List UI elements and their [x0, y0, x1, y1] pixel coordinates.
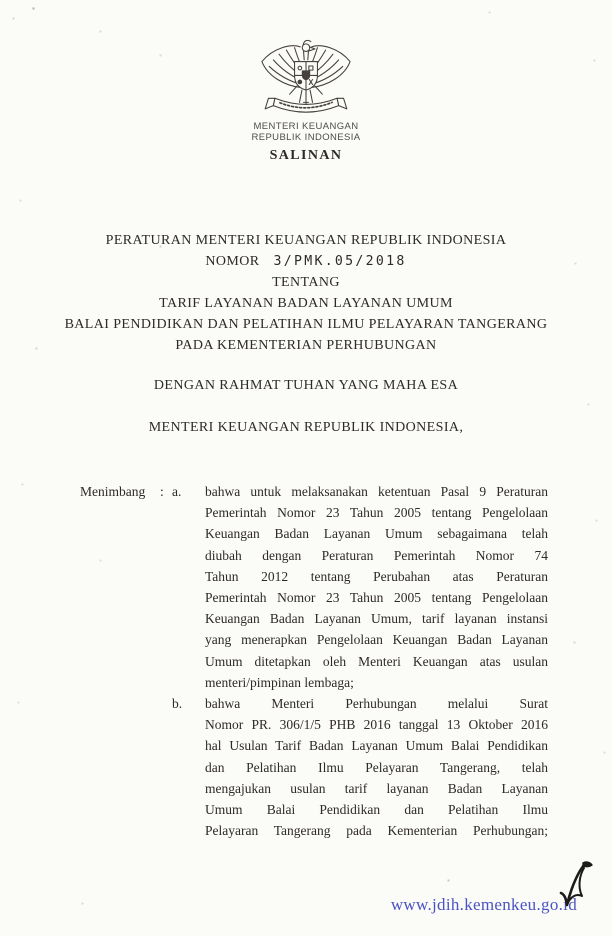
- subject-line-1: TARIF LAYANAN BADAN LAYANAN UMUM: [159, 296, 453, 311]
- regulation-title-block: [0, 230, 612, 356]
- consideration-line: Pemerintah Nomor 23 Tahun 2005 tentang Pengelolaan: [205, 590, 548, 606]
- tentang-label: TENTANG: [272, 275, 340, 290]
- authority-line: MENTERI KEUANGAN REPUBLIK INDONESIA,: [148, 420, 464, 435]
- item-text: [205, 481, 548, 693]
- subject-line-3: PADA KEMENTERIAN PERHUBUNGAN: [175, 338, 437, 353]
- consideration-line: mengajukan usulan tarif layanan Badan Layanan: [205, 780, 548, 796]
- consideration-items: [172, 481, 548, 841]
- consideration-line: Keuangan Badan Layanan Umum, tarif layanan instansi: [205, 611, 548, 627]
- consideration-line: Tahun 2012 tentang Perubahan atas Peraturan: [205, 568, 548, 584]
- considerations-section: [80, 481, 548, 841]
- consideration-item-a: [172, 481, 548, 693]
- scan-noise: [0, 0, 1, 1]
- nomor-value: 3/PMK.05/2018: [273, 254, 407, 269]
- consideration-line: Umum ditetapkan oleh Menteri Keuangan atas usulan: [205, 653, 548, 669]
- consideration-line: Pelayaran Tangerang pada Kementerian Perhubungan;: [205, 823, 548, 839]
- consideration-line: Nomor PR. 306/1/5 PHB 2016 tanggal 13 Oktober 2016: [205, 717, 548, 733]
- consideration-line: dan Pelatihan Ilmu Pelayaran Tangerang, telah: [205, 759, 548, 775]
- nomor-label: NOMOR: [205, 254, 260, 269]
- republic-name: REPUBLIK INDONESIA: [251, 132, 361, 143]
- ministry-letterhead: [0, 121, 612, 143]
- garuda-pancasila-emblem: [257, 37, 355, 122]
- ministry-name: MENTERI KEUANGAN: [253, 121, 359, 132]
- consideration-line: diubah dengan Peraturan Pemerintah Nomor 74: [205, 547, 548, 563]
- regulation-title: PERATURAN MENTERI KEUANGAN REPUBLIK INDONESIA: [105, 233, 507, 248]
- invocation-line: DENGAN RAHMAT TUHAN YANG MAHA ESA: [153, 378, 459, 393]
- menimbang-label: Menimbang: [80, 484, 146, 499]
- consideration-line: bahwa Menteri Perhubungan melalui Surat: [205, 696, 548, 712]
- consideration-line: bahwa untuk melaksanakan ketentuan Pasal 9 Peraturan: [205, 484, 548, 499]
- consideration-line: Pemerintah Nomor 23 Tahun 2005 tentang Pengelolaan: [205, 505, 548, 521]
- consideration-line: hal Usulan Tarif Badan Layanan Umum Balai Pendidikan: [205, 738, 548, 754]
- jdih-kemenkeu-link[interactable]: www.jdih.kemenkeu.go.id: [390, 895, 577, 914]
- item-text: [205, 693, 548, 841]
- consideration-line: menteri/pimpinan lembaga;: [205, 674, 354, 690]
- copy-stamp: SALINAN: [269, 148, 343, 163]
- consideration-line: yang menerapkan Pengelolaan Keuangan Badan Layanan: [205, 632, 548, 648]
- item-letter: b.: [172, 696, 183, 712]
- consideration-item-b: [172, 693, 548, 841]
- item-letter: a.: [172, 484, 182, 499]
- regulation-number-line: [0, 251, 612, 272]
- consideration-line: Umum Balai Pendidikan dan Pelatihan Ilmu: [205, 802, 548, 818]
- subject-line-2: BALAI PENDIDIKAN DAN PELATIHAN ILMU PELAYARAN TANGERANG: [64, 317, 548, 332]
- consideration-line: Keuangan Badan Layanan Umum sebagaimana telah: [205, 526, 548, 542]
- menimbang-colon: :: [160, 484, 164, 499]
- paraf-initial-icon: [554, 858, 596, 912]
